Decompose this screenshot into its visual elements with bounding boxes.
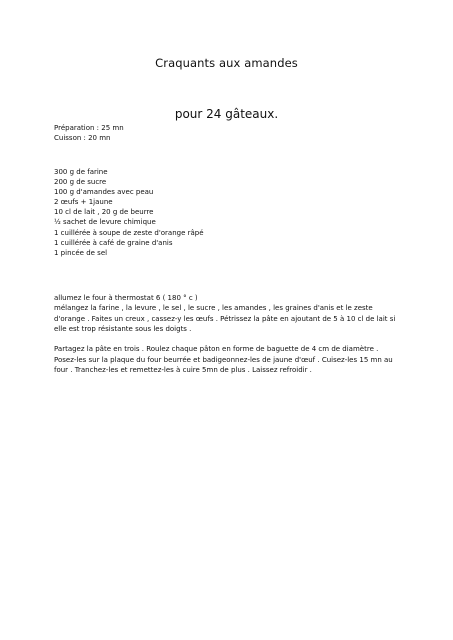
ingredient-item: ½ sachet de levure chimique	[54, 218, 156, 227]
instruction-line: four . Tranchez-les et remettez-les à cuire 5mn de plus . Laissez refroidir .	[54, 366, 312, 375]
recipe-yield: pour 24 gâteaux.	[174, 107, 279, 121]
ingredient-item: 1 cuillérée à café de graine d'anis	[54, 238, 173, 247]
ingredient-item: 1 cuillérée à soupe de zeste d'orange râpé	[54, 228, 204, 237]
instruction-line: Partagez la pâte en trois . Roulez chaque pâton en forme de baguette de 4 cm de diamètre .	[54, 345, 379, 354]
ingredient-item: 2 œufs + 1jaune	[54, 198, 113, 207]
recipe-title: Craquants aux amandes	[155, 56, 298, 70]
ingredient-item: 200 g de sucre	[54, 178, 107, 187]
instruction-line: Posez-les sur la plaque du four beurrée et badigeonnez-les de jaune d'œuf . Cuisez-les 15 mn au	[54, 355, 393, 364]
instruction-line: elle est trop résistante sous les doigts .	[54, 324, 192, 333]
instruction-line: mélangez la farine , la levure , le sel , le sucre , les amandes , les graines d'anis et le zeste	[54, 304, 373, 313]
instruction-line: d'orange . Faites un creux , cassez-y les œufs . Pétrissez la pâte en ajoutant de 5 à 10 cl de lait si	[54, 314, 396, 323]
instruction-paragraph	[54, 344, 416, 375]
ingredient-list	[54, 167, 204, 258]
cooking-time: Cuisson : 20 mn	[54, 133, 111, 142]
instruction-line: allumez le four à thermostat 6 ( 180 ° c )	[54, 294, 198, 302]
recipe-times	[54, 124, 124, 143]
ingredient-item: 1 pincée de sel	[54, 248, 108, 257]
preparation-time: Préparation : 25 mn	[54, 124, 124, 132]
recipe-instructions	[54, 293, 416, 386]
ingredient-item: 100 g d'amandes avec peau	[54, 188, 154, 197]
ingredient-item: 10 cl de lait , 20 g de beurre	[54, 208, 154, 217]
ingredient-item: 300 g de farine	[54, 168, 108, 176]
instruction-paragraph	[54, 293, 416, 334]
